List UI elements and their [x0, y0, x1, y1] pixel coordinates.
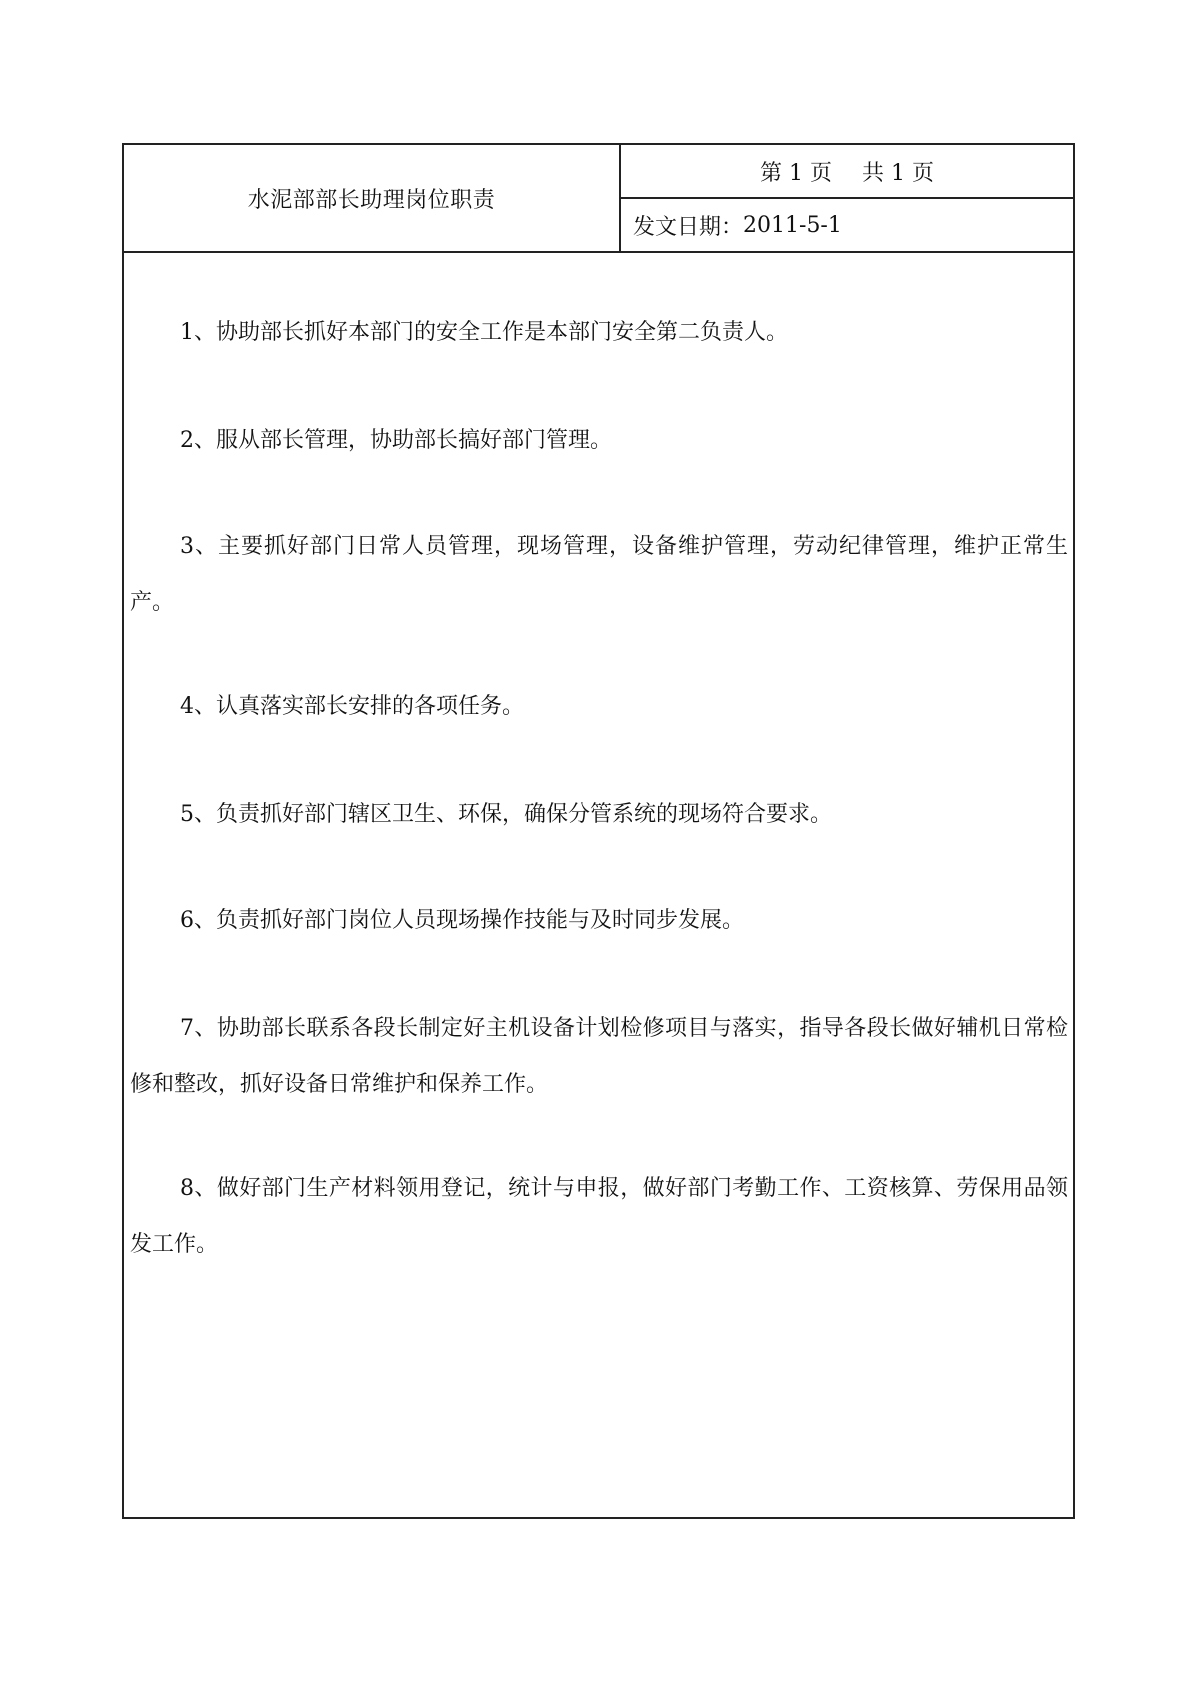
duty-item-2: 2、服从部长管理，协助部长搞好部门管理。	[180, 428, 612, 453]
duty-item-6: 6、负责抓好部门岗位人员现场操作技能与及时同步发展。	[180, 908, 744, 933]
issue-date-label: 发文日期：	[633, 214, 744, 240]
page-info	[621, 145, 1073, 199]
document-table	[122, 143, 1075, 1519]
duty-item-1: 1、协助部长抓好本部门的安全工作是本部门安全第二负责人。	[180, 320, 788, 345]
page-current: 第 1 页	[760, 160, 832, 186]
header-row	[124, 145, 1073, 253]
page-total: 共 1 页	[862, 160, 934, 186]
duty-item-5: 5、负责抓好部门辖区卫生、环保，确保分管系统的现场符合要求。	[180, 802, 832, 827]
duty-item-7: 7、协助部长联系各段长制定好主机设备计划检修项目与落实，指导各段长做好辅机日常检修和整改，抓好设备日常维护和保养工作。	[130, 1016, 1068, 1097]
issue-date-value: 2011-5-1	[743, 212, 842, 238]
document-title: 水泥部部长助理岗位职责	[124, 145, 621, 251]
duty-item-8: 8、做好部门生产材料领用登记，统计与申报，做好部门考勤工作、工资核算、劳保用品领发工作。	[130, 1176, 1068, 1257]
duty-item-4: 4、认真落实部长安排的各项任务。	[180, 694, 524, 719]
duty-item-3: 3、主要抓好部门日常人员管理，现场管理，设备维护管理，劳动纪律管理，维护正常生产。	[130, 534, 1068, 615]
issue-date	[621, 199, 1073, 251]
